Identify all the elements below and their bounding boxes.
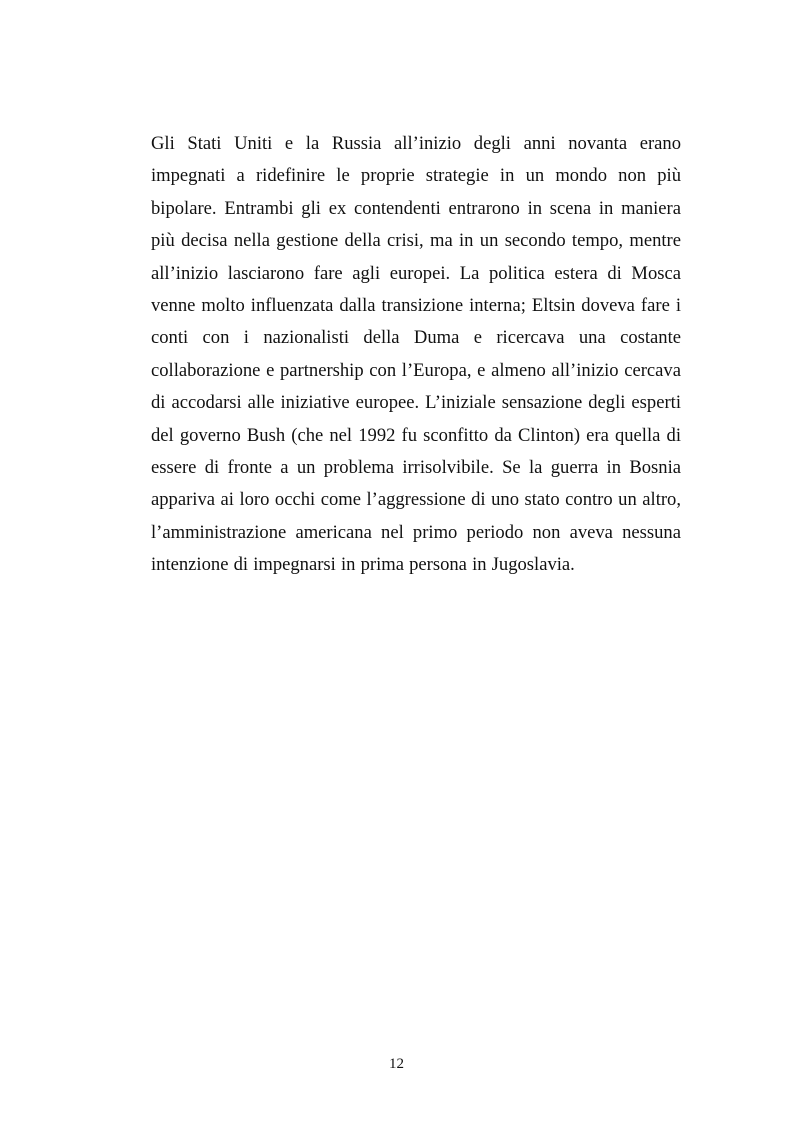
- body-paragraph: Gli Stati Uniti e la Russia all’inizio degli anni novanta erano impegnati a ridefinire le proprie strategie in un mondo non più bipolare. Entrambi gli ex contendenti entrarono in scena in maniera più decisa nella gestione della crisi, ma in un secondo tempo, mentre all’inizio lasciarono fare agli europei. La politica estera di Mosca venne molto influenzata dalla transizione interna; Eltsin doveva fare i conti con i nazionalisti della Duma e ricercava una costante collaborazione e partnership con l’Europa, e almeno all’inizio cercava di accodarsi alle iniziative europee. L’iniziale sensazione degli esperti del governo Bush (che nel 1992 fu sconfitto da Clinton) era quella di essere di fronte a un problema irrisolvibile. Se la guerra in Bosnia appariva ai loro occhi come l’aggressione di uno stato contro un altro, l’amministrazione americana nel primo periodo non aveva nessuna intenzione di impegnarsi in prima persona in Jugoslavia.: [151, 133, 681, 576]
- page-number: 12: [389, 1056, 404, 1072]
